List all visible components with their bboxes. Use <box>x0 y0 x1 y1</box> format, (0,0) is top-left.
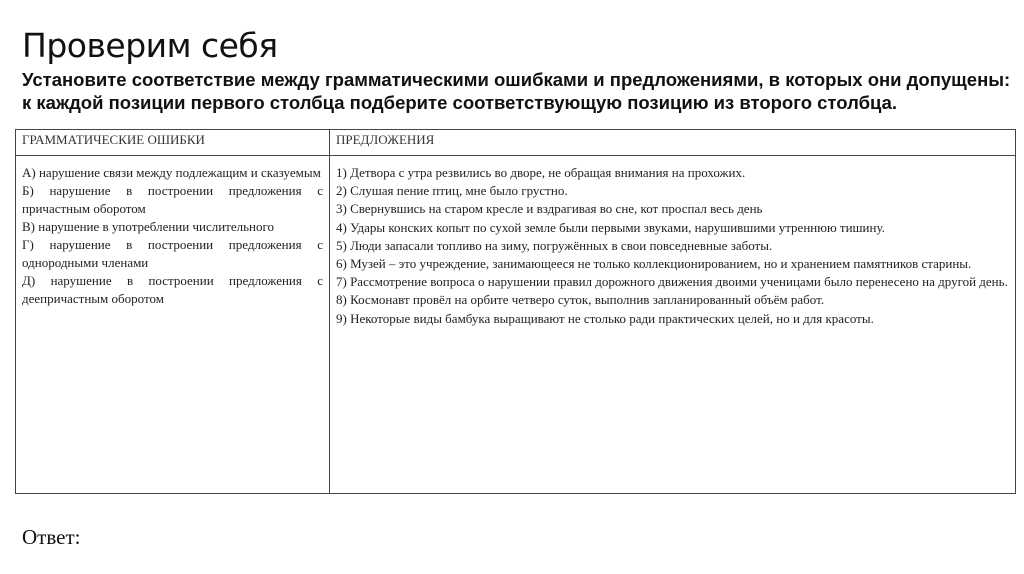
sentence-item-1: 1) Детвора с утра резвились во дворе, не обращая внимания на прохожих. <box>336 165 746 180</box>
errors-column <box>16 156 330 494</box>
error-item-g: Г) нарушение в построении предложения с однородными членами <box>22 237 323 270</box>
error-item-d: Д) нарушение в построении предложения с деепричастным оборотом <box>22 273 323 306</box>
sentence-item-3: 3) Свернувшись на старом кресле и вздрагивая во сне, кот проспал весь день <box>336 201 763 217</box>
header-sentences: ПРЕДЛОЖЕНИЯ <box>330 130 1016 156</box>
error-item-v: В) нарушение в употреблении числительного <box>22 219 275 234</box>
sentence-item-2: 2) Слушая пение птиц, мне было грустно. <box>336 183 568 199</box>
table-header-row <box>16 130 1016 156</box>
sentence-item-4: 4) Удары конских копыт по сухой земле были первыми звуками, нарушившими утреннюю тишину. <box>336 219 885 235</box>
error-item-b: Б) нарушение в построении предложения с причастным оборотом <box>22 183 323 216</box>
slide-title: Проверим себя <box>22 26 278 65</box>
sentence-item-9: 9) Некоторые виды бамбука выращивают не столько ради практических целей, но и для красоты. <box>336 310 874 326</box>
header-errors: ГРАММАТИЧЕСКИЕ ОШИБКИ <box>16 130 330 156</box>
sentence-item-8: 8) Космонавт провёл на орбите четверо суток, выполнив запланированный объём работ. <box>336 292 825 308</box>
sentence-item-5: 5) Люди запасали топливо на зиму, погружённых в свои повседневные заботы. <box>336 237 773 253</box>
table-body-row <box>16 156 1016 494</box>
matching-table <box>15 129 1016 494</box>
sentences-column <box>330 156 1016 494</box>
answer-label: Ответ: <box>22 525 81 549</box>
sentence-item-6: 6) Музей – это учреждение, занимающееся не только коллекционированием, но и хранением памятников старины. <box>336 256 972 272</box>
sentence-item-7: 7) Рассмотрение вопроса о нарушении правил дорожного движения двоими ученицами было перенесено на другой день. <box>336 274 1008 290</box>
error-item-a: А) нарушение связи между подлежащим и сказуемым <box>22 165 321 180</box>
task-instructions: Установите соответствие между грамматическими ошибками и предложениями, в которых они допущены: к каждой позиции первого столбца подберите соответствующую позицию из второго столбца. <box>22 69 1011 113</box>
